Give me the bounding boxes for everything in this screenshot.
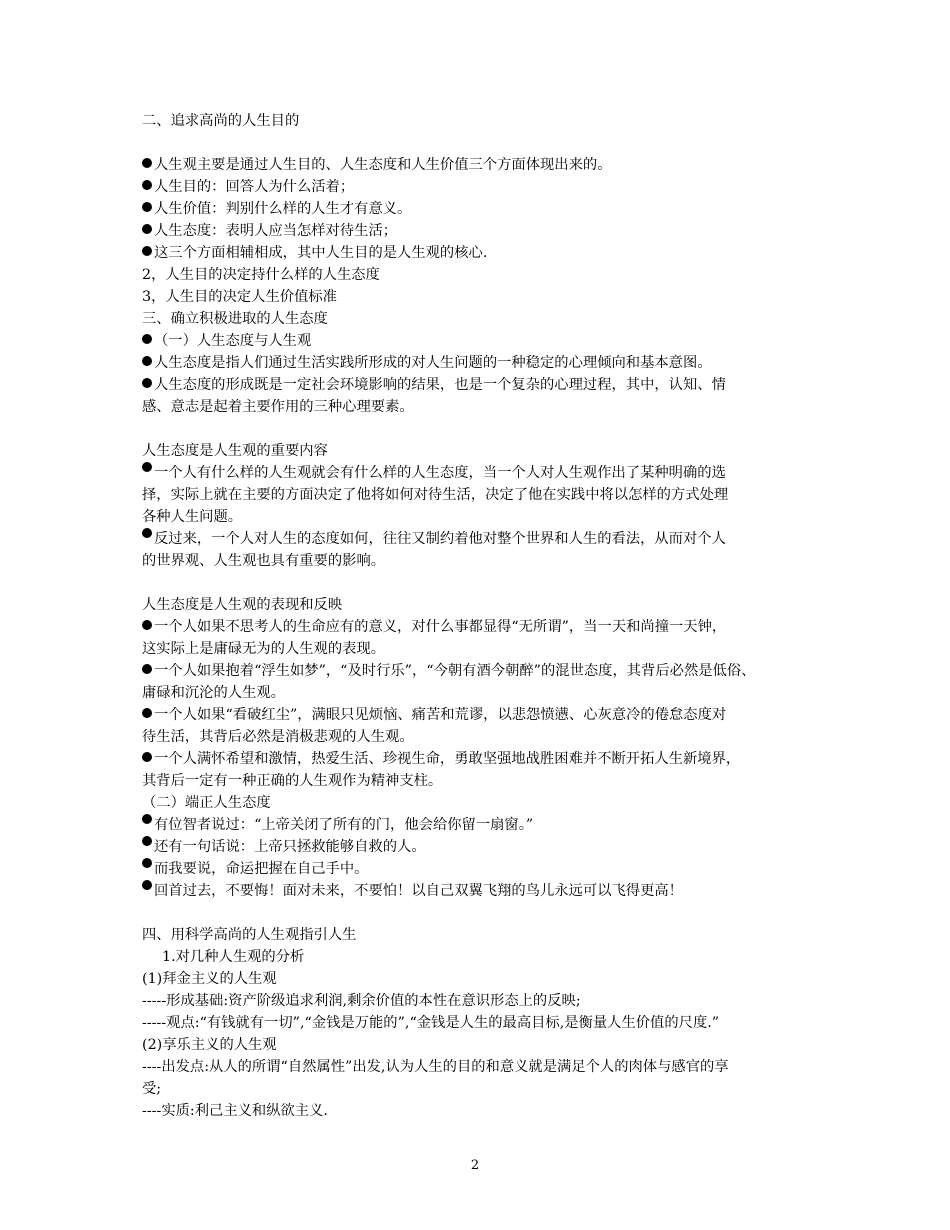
spacer: [142, 132, 814, 154]
bullet-item: 还有一句话说：上帝只拯救能够自救的人。: [142, 836, 814, 858]
bullet-dot-icon: [142, 620, 152, 630]
bullet-item: 人生目的：回答人为什么活着；: [142, 176, 814, 198]
bullet-dot-icon: [142, 224, 152, 234]
bullet-dot-icon: [142, 334, 152, 344]
bullet-item: 人生观主要是通过人生目的、人生态度和人生价值三个方面体现出来的。: [142, 154, 814, 176]
page-number: 2: [470, 1158, 480, 1173]
bullet-dot-icon: [142, 858, 152, 868]
bullet-dot-icon: [142, 880, 152, 890]
bullet-dot-icon: [142, 356, 152, 366]
bullet-item: （一）人生态度与人生观: [142, 330, 814, 352]
bullet-item: 一个人满怀希望和激情，热爱生活、珍视生命，勇敢坚强地战胜困难并不断开拓人生新境界，: [142, 748, 814, 770]
detail-line: -----形成基础:资产阶级追求利润,剩余价值的本性在意识形态上的反映;: [142, 993, 581, 1009]
bullet-dot-icon: [142, 180, 152, 190]
bullet-item: 反过来，一个人对人生的态度如何，往往又制约着他对整个世界和人生的看法，从而对个人: [142, 528, 814, 550]
bullet-dot-icon: [142, 708, 152, 718]
subsection-heading: (1)拜金主义的人生观: [142, 971, 277, 987]
bullet-continuation: 庸碌和沉沦的人生观。: [142, 685, 285, 701]
bullet-dot-icon: [142, 378, 152, 388]
bullet-dot-icon: [142, 462, 152, 472]
paragraph-heading: 人生态度是人生观的表现和反映: [142, 597, 343, 613]
section-heading-4: 四、用科学高尚的人生观指引人生: [142, 927, 357, 943]
numbered-line: 3，人生目的决定人生价值标准: [142, 289, 337, 305]
bullet-dot-icon: [142, 814, 152, 824]
bullet-continuation: 这实际上是庸碌无为的人生观的表现。: [142, 641, 386, 657]
bullet-dot-icon: [142, 202, 152, 212]
bullet-continuation: 其背后一定有一种正确的人生观作为精神支柱。: [142, 773, 443, 789]
section-heading-2: 二、追求高尚的人生目的: [142, 113, 300, 129]
detail-line: ----出发点:从人的所谓“自然属性”出发,认为人生的目的和意义就是满足个人的肉体与感官的享: [142, 1059, 729, 1075]
section-heading-3: 三、确立积极进取的人生态度: [142, 311, 328, 327]
bullet-item: 回首过去，不要悔！面对未来，不要怕！以自己双翼飞翔的鸟儿永远可以飞得更高！: [142, 880, 814, 902]
bullet-dot-icon: [142, 528, 152, 538]
bullet-continuation: 待生活，其背后必然是消极悲观的人生观。: [142, 729, 414, 745]
bullet-item: 这三个方面相辅相成，其中人生目的是人生观的核心.: [142, 242, 814, 264]
bullet-item: 一个人如果抱着“浮生如梦”，“及时行乐”，“今朝有酒今朝醉”的混世态度，其背后必然是低俗、: [142, 660, 814, 682]
bullet-item: 人生态度的形成既是一定社会环境影响的结果，也是一个复杂的心理过程，其中，认知、情: [142, 374, 814, 396]
bullet-dot-icon: [142, 836, 152, 846]
subsection-heading: (2)享乐主义的人生观: [142, 1037, 277, 1053]
bullet-item: 人生态度是指人们通过生活实践所形成的对人生问题的一种稳定的心理倾向和基本意图。: [142, 352, 814, 374]
detail-line-continuation: 受;: [142, 1081, 162, 1097]
paragraph-heading: 人生态度是人生观的重要内容: [142, 443, 328, 459]
bullet-item: 一个人有什么样的人生观就会有什么样的人生态度，当一个人对人生观作出了某种明确的选: [142, 462, 814, 484]
subsection-heading: 1.对几种人生观的分析: [162, 949, 305, 965]
bullet-item: 一个人如果“看破红尘”，满眼只见烦恼、痛苦和荒谬，以悲怨愤懑、心灰意冷的倦怠态度对: [142, 704, 814, 726]
spacer: [142, 418, 814, 440]
spacer: [142, 902, 814, 924]
spacer: [142, 572, 814, 594]
bullet-dot-icon: [142, 158, 152, 168]
detail-line: -----观点:“有钱就有一切”,“金钱是万能的”,“金钱是人生的最高目标,是衡量人生价值的尺度.”: [142, 1015, 720, 1031]
bullet-dot-icon: [142, 752, 152, 762]
bullet-item: 人生价值：判别什么样的人生才有意义。: [142, 198, 814, 220]
bullet-item: 一个人如果不思考人的生命应有的意义，对什么事都显得“无所谓”，当一天和尚撞一天钟，: [142, 616, 814, 638]
bullet-item: 人生态度：表明人应当怎样对待生活；: [142, 220, 814, 242]
bullet-continuation: 的世界观、人生观也具有重要的影响。: [142, 553, 386, 569]
subsection-heading: （二）端正人生态度: [142, 795, 271, 811]
detail-line: ----实质:利己主义和纵欲主义.: [142, 1103, 328, 1119]
document-body: [142, 110, 814, 1122]
bullet-continuation: 各种人生问题。: [142, 509, 243, 525]
bullet-dot-icon: [142, 246, 152, 256]
bullet-continuation: 感、意志是起着主要作用的三种心理要素。: [142, 399, 414, 415]
bullet-item: 而我要说，命运把握在自己手中。: [142, 858, 814, 880]
bullet-item: 有位智者说过：“上帝关闭了所有的门，他会给你留一扇窗。”: [142, 814, 814, 836]
bullet-dot-icon: [142, 664, 152, 674]
numbered-line: 2，人生目的决定持什么样的人生态度: [142, 267, 380, 283]
bullet-continuation: 择，实际上就在主要的方面决定了他将如何对待生活，决定了他在实践中将以怎样的方式处理: [142, 487, 729, 503]
